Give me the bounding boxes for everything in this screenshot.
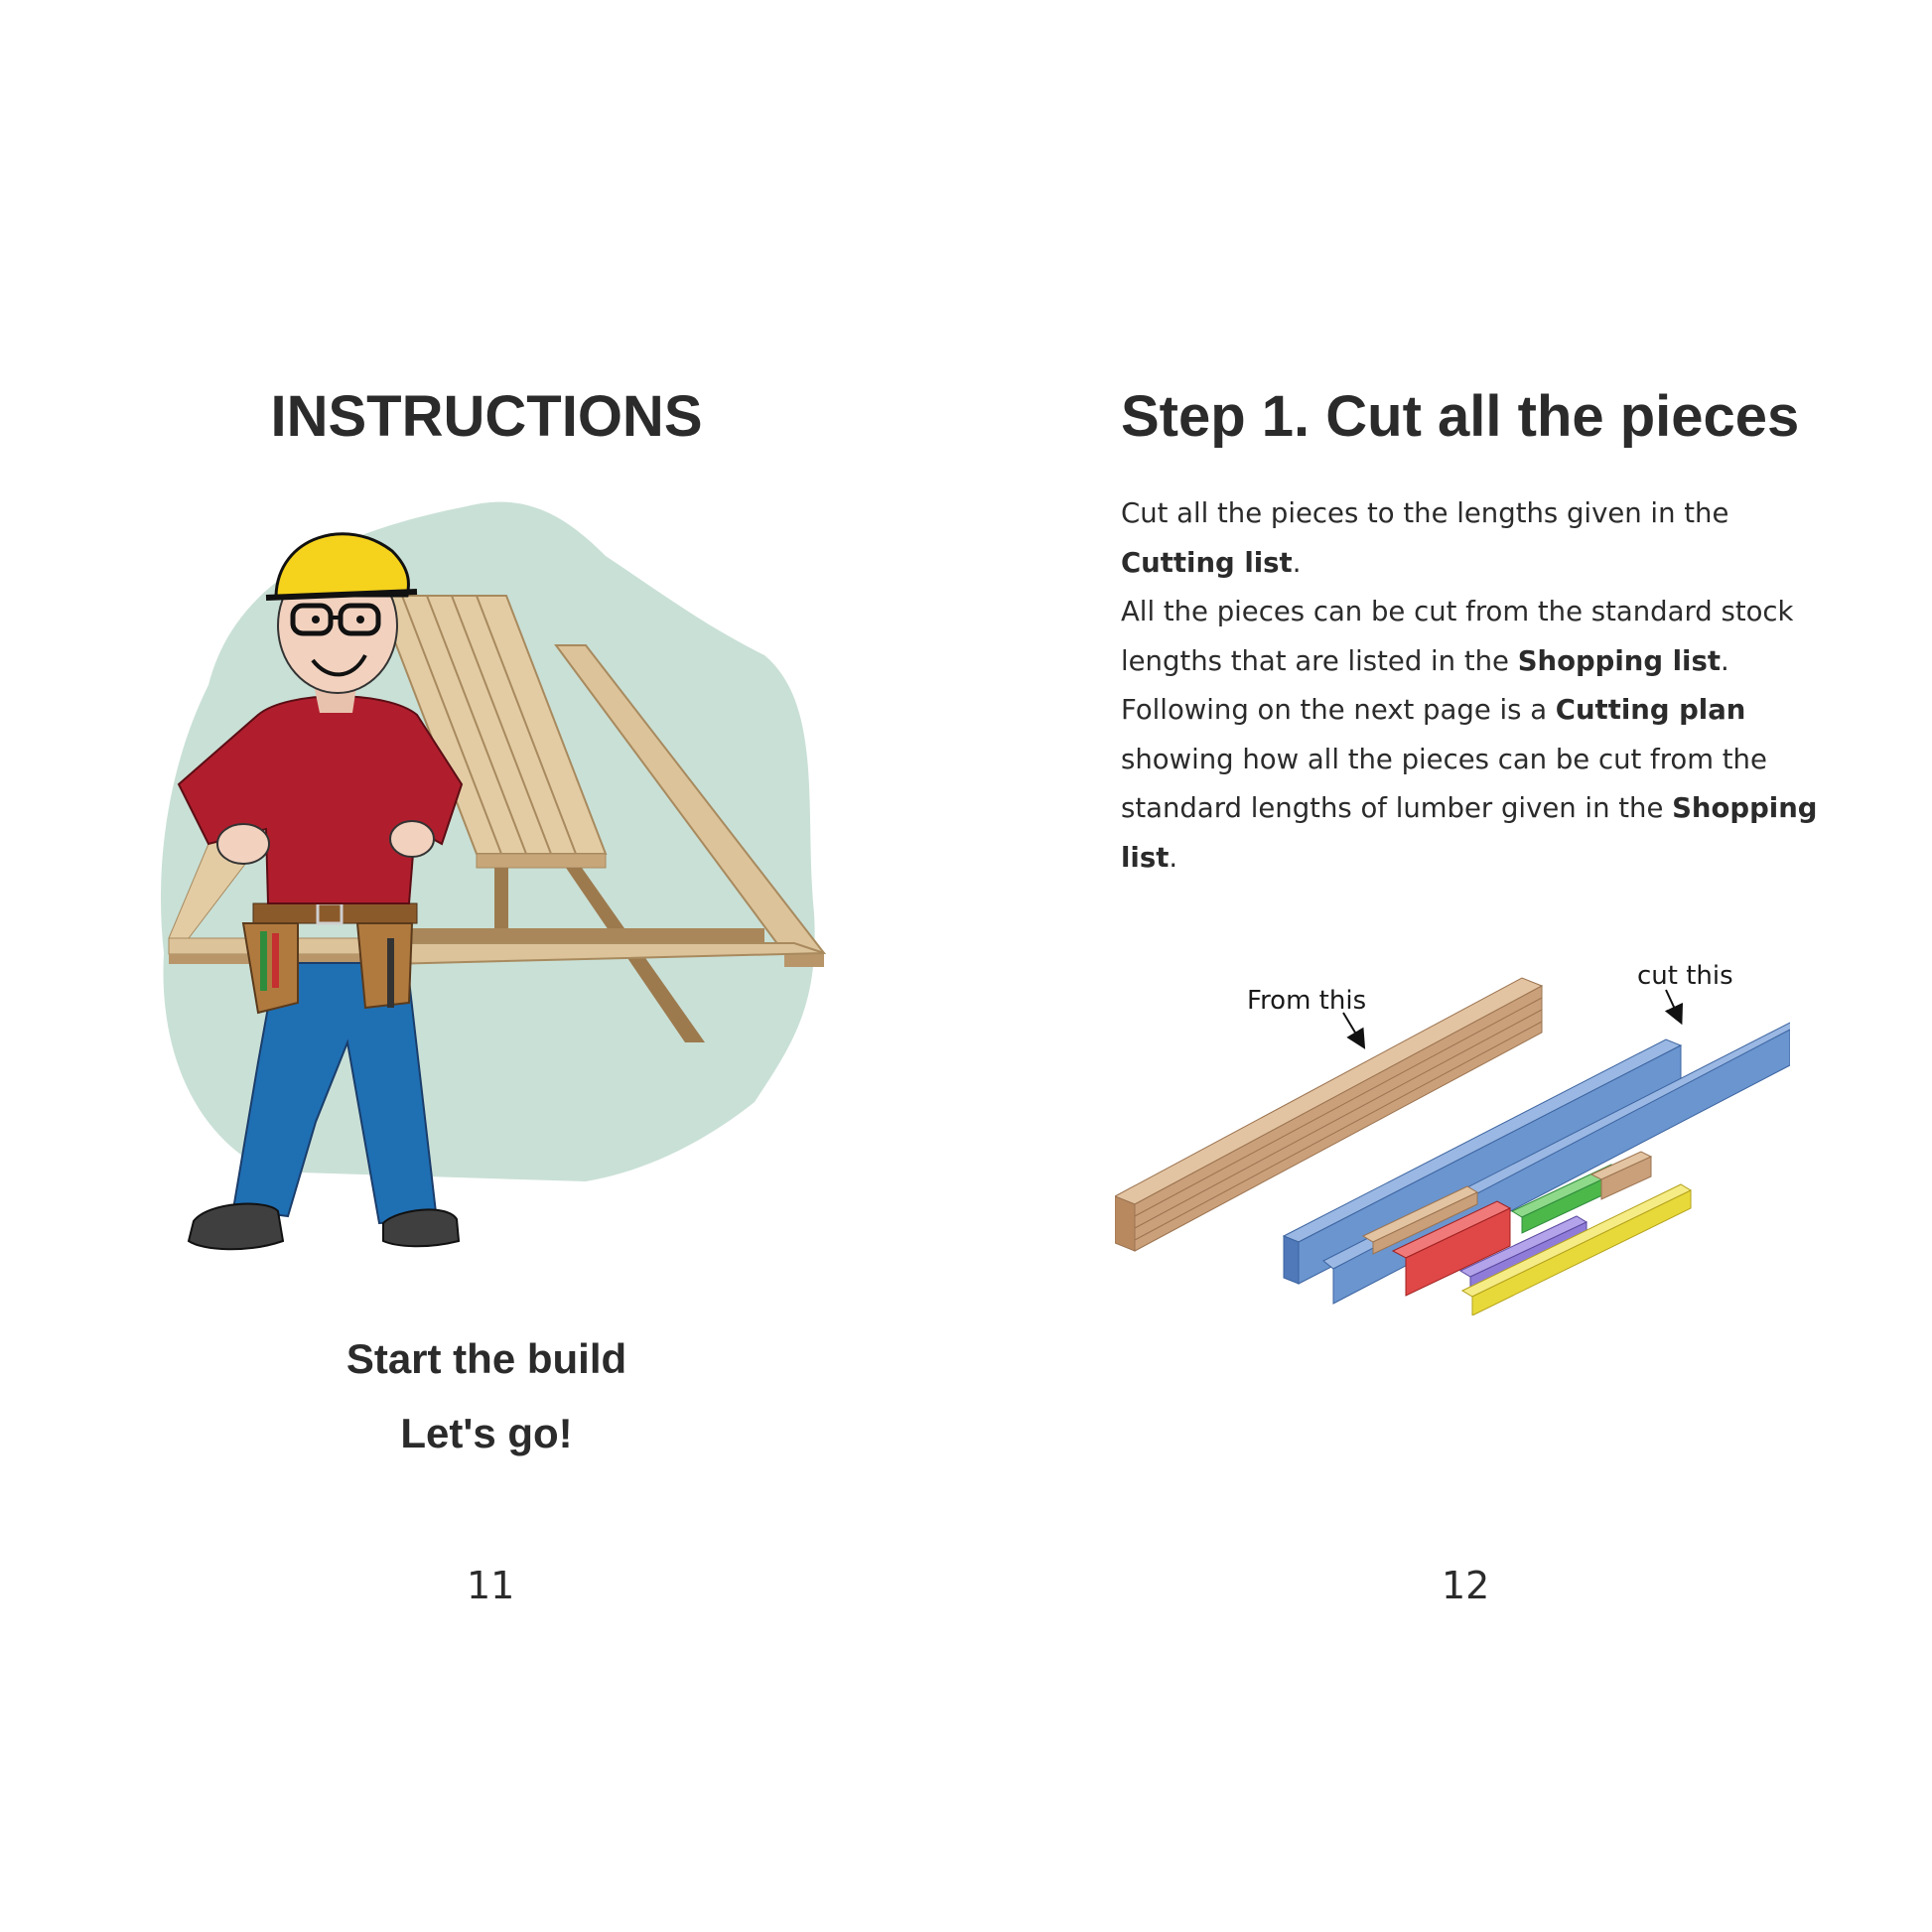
cut-pieces (1284, 1018, 1790, 1315)
instructions-text (1121, 489, 1836, 883)
lumber-illustration (1115, 948, 1790, 1315)
label-cut-this: cut this (1637, 961, 1733, 991)
paragraph-3: Following on the next page is a Cutting plan showing how all the pieces can be cut from the standard lengths of lumber given in the Shopping list. (1121, 694, 1818, 874)
subtitle-start: Start the build (345, 1335, 627, 1382)
label-from-this: From this (1247, 986, 1367, 1016)
paragraph-2: All the pieces can be cut from the standard stock lengths that are listed in the Shopping list. (1121, 596, 1794, 677)
cutting-plan-ref: Cutting plan (1555, 694, 1746, 726)
cutting-list-ref: Cutting list (1121, 546, 1293, 579)
shopping-list-ref: Shopping list (1517, 644, 1721, 677)
subtitle-go: Let's go! (400, 1410, 573, 1456)
builder-illustration (149, 486, 834, 1271)
right-page (966, 0, 1932, 1932)
paragraph-1: Cut all the pieces to the lengths given in the Cutting list. (1121, 497, 1729, 579)
page-title: INSTRUCTIONS (270, 384, 703, 449)
shopping-list-ref-2: Shopping list (1121, 792, 1818, 874)
page-number: 12 (1442, 1564, 1490, 1607)
step-title: Step 1. Cut all the pieces (1121, 384, 1800, 449)
page-number: 11 (467, 1564, 515, 1607)
